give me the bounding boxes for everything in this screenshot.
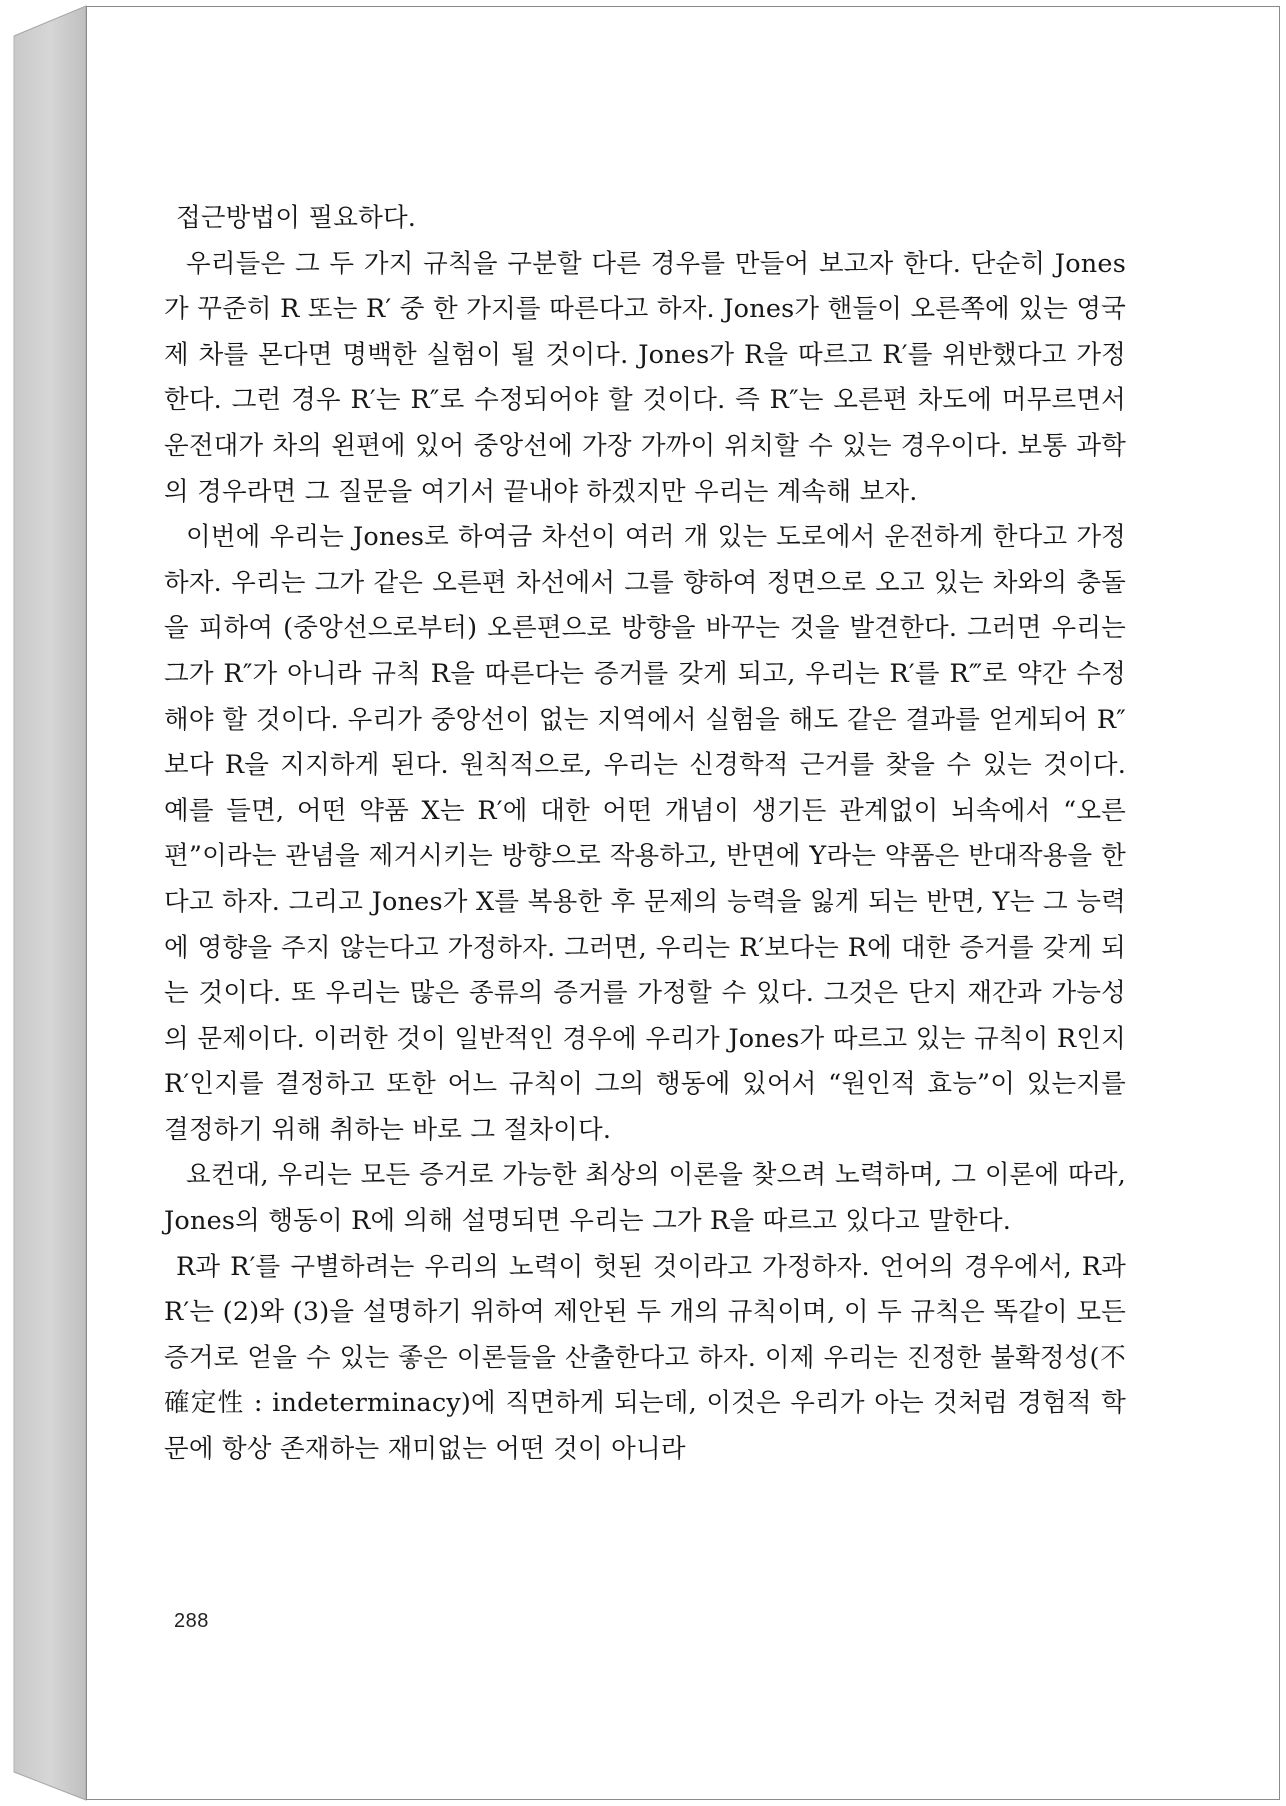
paragraph: 우리들은 그 두 가지 규칙을 구분할 다른 경우를 만들어 보고자 한다. 단순히 Jones가 꾸준히 R 또는 R′ 중 한 가지를 따른다고 하자. Jones가 핸들이 오른쪽에 있는 영국제 차를 몬다면 명백한 실험이 될 것이다. Jones가 R을 따르고 R′를 위반했다고 가정한다. 그런 경우 R′는 R″로 수정되어야 할 것이다. 즉 R″는 오른편 차도에 머무르면서 운전대가 차의 왼편에 있어 중앙선에 가장 가까이 위치할 수 있는 경우이다. 보통 과학의 경우라면 그 질문을 여기서 끝내야 하겠지만 우리는 계속해 보자. [164, 248, 1126, 507]
body-text [164, 196, 1126, 1473]
paragraph: 이번에 우리는 Jones로 하여금 차선이 여러 개 있는 도로에서 운전하게 한다고 가정하자. 우리는 그가 같은 오른편 차선에서 그를 향하여 정면으로 오고 있는 차와의 충돌을 피하여 (중앙선으로부터) 오른편으로 방향을 바꾸는 것을 발견한다. 그러면 우리는 그가 R″가 아니라 규칙 R을 따른다는 증거를 갖게 되고, 우리는 R′를 R‴로 약간 수정해야 할 것이다. 우리가 중앙선이 없는 지역에서 실험을 해도 같은 결과를 얻게되어 R″보다 R을 지지하게 된다. 원칙적으로, 우리는 신경학적 근거를 찾을 수 있는 것이다. 예를 들면, 어떤 약품 X는 R′에 대한 어떤 개념이 생기든 관계없이 뇌속에서 “오른편”이라는 관념을 제거시키는 방향으로 작용하고, 반면에 Y라는 약품은 반대작용을 한다고 하자. 그리고 Jones가 X를 복용한 후 문제의 능력을 잃게 되는 반면, Y는 그 능력에 영향을 주지 않는다고 가정하자. 그러면, 우리는 R′보다는 R에 대한 증거를 갖게 되는 것이다. 또 우리는 많은 종류의 증거를 가정할 수 있다. 그것은 단지 재간과 가능성의 문제이다. 이러한 것이 일반적인 경우에 우리가 Jones가 따르고 있는 규칙이 R인지 R′인지를 결정하고 또한 어느 규칙이 그의 행동에 있어서 “원인적 효능”이 있는지를 결정하기 위해 취하는 바로 그 절차이다. [164, 522, 1126, 1145]
paragraph: 접근방법이 필요하다. [176, 203, 417, 233]
page-number: 288 [174, 1610, 209, 1632]
paragraph: R과 R′를 구별하려는 우리의 노력이 헛된 것이라고 가정하자. 언어의 경우에서, R과 R′는 (2)와 (3)을 설명하기 위하여 제안된 두 개의 규칙이며, 이 두 규칙은 똑같이 모든 증거로 얻을 수 있는 좋은 이론들을 산출한다고 하자. 이제 우리는 진정한 불확정성(不確定性 : indeterminacy)에 직면하게 되는데, 이것은 우리가 아는 것처럼 경험적 학문에 항상 존재하는 재미없는 어떤 것이 아니라 [164, 1251, 1126, 1465]
paragraph: 요컨대, 우리는 모든 증거로 가능한 최상의 이론을 찾으려 노력하며, 그 이론에 따라, Jones의 행동이 R에 의해 설명되면 우리는 그가 R을 따르고 있다고 말한다. [164, 1160, 1126, 1237]
